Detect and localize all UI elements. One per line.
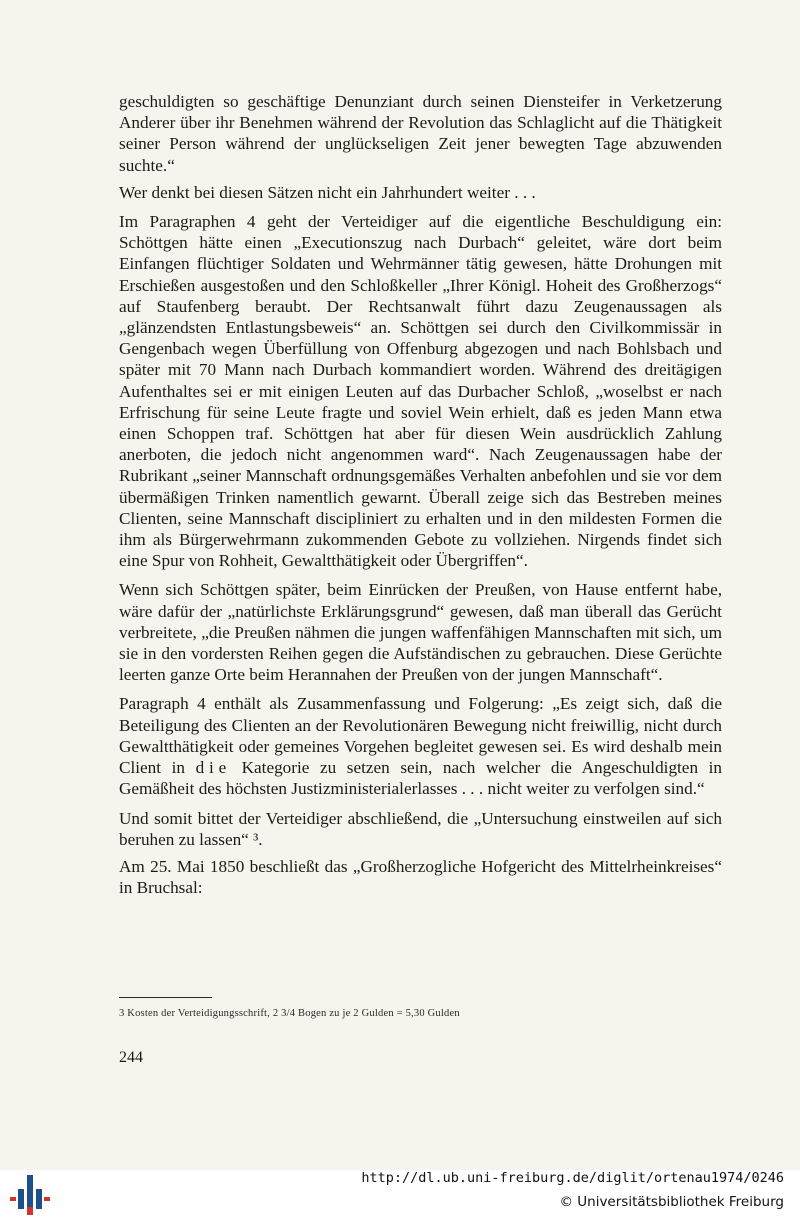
paragraph-1: geschuldigten so geschäftige Denunziant durch seinen Diensteifer in Verketzerung Anderer über ihr Benehmen während der Revolution das Schlaglicht auf die Thätigkeit seiner Person während der unglückseligen Zeit jener bewegten Tage abzuwenden suchte.“ — [119, 92, 722, 175]
page-body-text — [119, 91, 722, 906]
footnote: 3 Kosten der Verteidigungsschrift, 2 3/4 Bogen zu je 2 Gulden = 5,30 Gulden — [119, 1008, 460, 1019]
paragraph-4: Wenn sich Schöttgen später, beim Einrücken der Preußen, von Hause entfernt habe, wäre dafür der „natürlichste Erklärungsgrund“ gewesen, daß man überall das Gerücht verbreitete, „die Preußen nähmen die jungen waffenfähigen Mannschaften mit sich, um sie in den vordersten Reihen gegen die Aufständischen zu gebrauchen. Diese Gerüchte leerten ganze Orte beim Herannahen der Preußen von der jungen Mannschaft“. — [119, 580, 722, 685]
page-number: 244 — [119, 1049, 143, 1066]
paragraph-6: Und somit bittet der Verteidiger abschließend, die „Untersuchung einstweilen auf sich beruhen zu lassen“ ³. — [119, 808, 722, 849]
paragraph-7: Am 25. Mai 1850 beschließt das „Großherzogliche Hofgericht des Mittelrheinkreises“ in Bruchsal: — [119, 856, 722, 898]
footnote-divider — [119, 997, 212, 998]
paragraph-5 — [119, 693, 722, 799]
copyright-notice: © Universitätsbibliothek Freiburg — [559, 1194, 784, 1210]
paragraph-5-part-1: Paragraph 4 enthält als Zusammenfassung und Folgerung: „Es zeigt sich, daß die Beteiligung des Clienten an der Revolutionären Bewegung nicht freiwillig, nicht durch Gewaltthätigkeit oder gemeines Vorgehen begleitet gewesen sei. Es wird deshalb mein Client in — [119, 694, 722, 778]
paragraph-2: Wer denkt bei diesen Sätzen nicht ein Jahrhundert weiter . . . — [119, 182, 536, 202]
paragraph-5-part-2: Kategorie zu setzen sein, nach welcher die Angeschuldigten in Gemäßheit des höchsten Justizministerialerlasses . . . nicht weiter zu verfolgen sind.“ — [119, 758, 722, 799]
ub-freiburg-logo-icon — [8, 1173, 52, 1217]
source-url-link[interactable]: http://dl.ub.uni-freiburg.de/diglit/ortenau1974/0246 — [361, 1170, 784, 1186]
paragraph-3: Im Paragraphen 4 geht der Verteidiger auf die eigentliche Beschuldigung ein: Schöttgen hätte einen „Executionszug nach Durbach“ geleitet, wäre dort beim Einfangen flüchtiger Soldaten und Wehrmänner tätig gewesen, hätte Drohungen mit Erschießen ausgestoßen und den Schloßkeller „Ihrer Königl. Hoheit des Großherzogs“ auf Staufenberg beraubt. Der Rechtsanwalt führt dazu Zeugenaussagen als „glänzendsten Entlastungsbeweis“ an. Schöttgen sei durch den Civilkommissär in Gengenbach wegen Überfüllung von Offenburg abgezogen und nach Bohlsbach und später mit 70 Mann nach Durbach kommandiert worden. Während des dreitägigen Aufenthaltes sei er mit einigen Leuten auf das Durbacher Schloß, „woselbst er nach Erfrischung für seine Leute fragte und soviel Wein erhielt, daß es jeden Mann etwa einen Schoppen traf. Schöttgen hat aber für diesen Wein ausdrücklich Zahlung anerboten, die jedoch nicht angenommen ward“. Nach Zeugenaussagen habe der Rubrikant „seiner Mannschaft ordnungsgemäßes Verhalten anbefohlen und sie vor dem übermäßigen Trinken namentlich gewarnt. Überall zeige sich das Bestreben meines Clienten, seine Mannschaft discipliniert zu erhalten und in den mildesten Formen die ihm als Bürgerwehrmann zukommenden Gebote zu vollziehen. Nirgends findet sich eine Spur von Rohheit, Gewaltthätigkeit oder Übergriffen“. — [119, 212, 722, 571]
spaced-emphasis: die — [195, 758, 232, 778]
